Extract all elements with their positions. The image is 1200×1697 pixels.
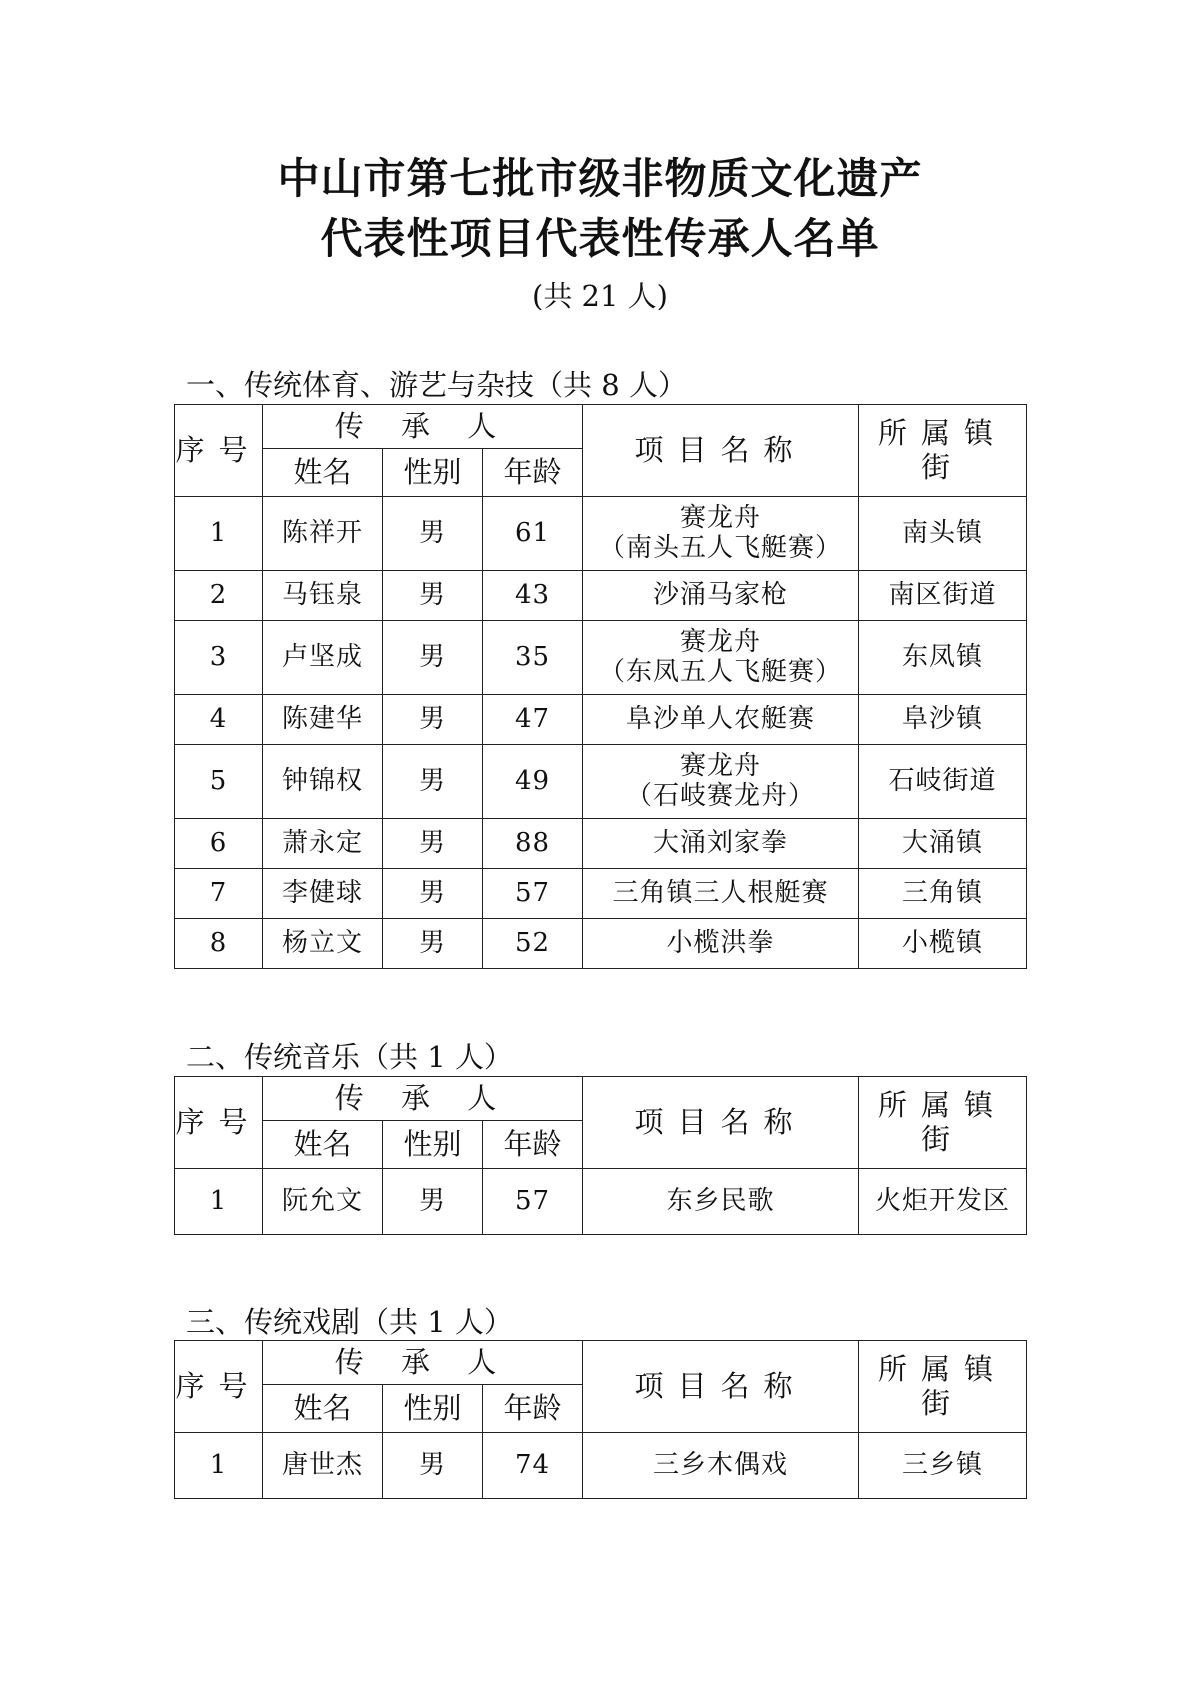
header-gender: 性别 bbox=[383, 449, 483, 497]
project-name: 赛龙舟 bbox=[679, 750, 761, 781]
age-cell: 61 bbox=[483, 497, 583, 571]
section-title-sports: 一、传统体育、游艺与杂技（共 8 人） bbox=[186, 368, 687, 402]
age-cell: 57 bbox=[483, 1169, 583, 1235]
town-cell: 南头镇 bbox=[859, 497, 1027, 571]
name-cell: 杨立文 bbox=[263, 919, 383, 969]
header-town: 所属镇街 bbox=[859, 1341, 1027, 1433]
town-cell: 东凤镇 bbox=[859, 621, 1027, 695]
age-cell: 43 bbox=[483, 571, 583, 621]
seq-cell: 1 bbox=[175, 1169, 263, 1235]
name-cell: 钟锦权 bbox=[263, 745, 383, 819]
project-name: 赛龙舟 bbox=[679, 626, 761, 657]
gender-cell: 男 bbox=[383, 621, 483, 695]
seq-cell: 8 bbox=[175, 919, 263, 969]
seq-cell: 1 bbox=[175, 1433, 263, 1499]
gender-cell: 男 bbox=[383, 1433, 483, 1499]
header-name: 姓名 bbox=[263, 1385, 383, 1433]
header-seq: 序号 bbox=[175, 1341, 263, 1433]
header-gender: 性别 bbox=[383, 1121, 483, 1169]
age-cell: 35 bbox=[483, 621, 583, 695]
gender-cell: 男 bbox=[383, 869, 483, 919]
header-gender: 性别 bbox=[383, 1385, 483, 1433]
header-inheritor: 传 承 人 bbox=[263, 1341, 583, 1385]
project-cell bbox=[583, 571, 859, 621]
name-cell: 陈祥开 bbox=[263, 497, 383, 571]
table-row bbox=[175, 571, 1027, 621]
name-cell: 李健球 bbox=[263, 869, 383, 919]
header-town: 所属镇街 bbox=[859, 405, 1027, 497]
town-cell: 三角镇 bbox=[859, 869, 1027, 919]
table-row bbox=[175, 1433, 1027, 1499]
total-count: (共 21 人) bbox=[532, 279, 668, 313]
table-row bbox=[175, 621, 1027, 695]
project-name: 三乡木偶戏 bbox=[652, 1449, 788, 1480]
project-name: 小榄洪拳 bbox=[666, 927, 775, 958]
document-title-line2: 代表性项目代表性传承人名单 bbox=[320, 214, 880, 263]
seq-cell: 4 bbox=[175, 695, 263, 745]
header-age: 年龄 bbox=[483, 1121, 583, 1169]
header-inheritor: 传 承 人 bbox=[263, 1077, 583, 1121]
project-subtitle: （东凤五人飞艇赛） bbox=[598, 656, 842, 687]
header-age: 年龄 bbox=[483, 449, 583, 497]
table-row bbox=[175, 497, 1027, 571]
seq-cell: 6 bbox=[175, 819, 263, 869]
table-row bbox=[175, 745, 1027, 819]
name-cell: 陈建华 bbox=[263, 695, 383, 745]
table-music bbox=[174, 1076, 1027, 1235]
project-subtitle: （石岐赛龙舟） bbox=[625, 780, 815, 811]
project-cell bbox=[583, 819, 859, 869]
table-row bbox=[175, 869, 1027, 919]
project-cell bbox=[583, 745, 859, 819]
gender-cell: 男 bbox=[383, 571, 483, 621]
age-cell: 74 bbox=[483, 1433, 583, 1499]
table-row bbox=[175, 819, 1027, 869]
project-name: 大涌刘家拳 bbox=[652, 827, 788, 858]
seq-cell: 7 bbox=[175, 869, 263, 919]
project-name: 赛龙舟 bbox=[679, 502, 761, 533]
gender-cell: 男 bbox=[383, 1169, 483, 1235]
project-name: 阜沙单人农艇赛 bbox=[625, 703, 815, 734]
header-name: 姓名 bbox=[263, 449, 383, 497]
age-cell: 49 bbox=[483, 745, 583, 819]
table-row bbox=[175, 1169, 1027, 1235]
seq-cell: 3 bbox=[175, 621, 263, 695]
name-cell: 唐世杰 bbox=[263, 1433, 383, 1499]
gender-cell: 男 bbox=[383, 695, 483, 745]
header-project: 项目名称 bbox=[583, 1341, 859, 1433]
header-seq: 序号 bbox=[175, 1077, 263, 1169]
table-row bbox=[175, 695, 1027, 745]
town-cell: 阜沙镇 bbox=[859, 695, 1027, 745]
name-cell: 萧永定 bbox=[263, 819, 383, 869]
header-seq: 序号 bbox=[175, 405, 263, 497]
header-inheritor: 传 承 人 bbox=[263, 405, 583, 449]
header-project: 项目名称 bbox=[583, 405, 859, 497]
project-name: 东乡民歌 bbox=[666, 1185, 775, 1216]
age-cell: 52 bbox=[483, 919, 583, 969]
project-name: 沙涌马家枪 bbox=[652, 579, 788, 610]
project-name: 三角镇三人根艇赛 bbox=[612, 877, 829, 908]
name-cell: 卢坚成 bbox=[263, 621, 383, 695]
town-cell: 南区街道 bbox=[859, 571, 1027, 621]
name-cell: 马钰泉 bbox=[263, 571, 383, 621]
project-cell bbox=[583, 1433, 859, 1499]
project-subtitle: （南头五人飞艇赛） bbox=[598, 532, 842, 563]
section-title-drama: 三、传统戏剧（共 1 人） bbox=[186, 1305, 513, 1339]
header-town: 所属镇街 bbox=[859, 1077, 1027, 1169]
seq-cell: 2 bbox=[175, 571, 263, 621]
document-title-line1: 中山市第七批市级非物质文化遗产 bbox=[277, 154, 923, 203]
name-cell: 阮允文 bbox=[263, 1169, 383, 1235]
project-cell bbox=[583, 621, 859, 695]
town-cell: 三乡镇 bbox=[859, 1433, 1027, 1499]
age-cell: 88 bbox=[483, 819, 583, 869]
gender-cell: 男 bbox=[383, 745, 483, 819]
section-title-music: 二、传统音乐（共 1 人） bbox=[186, 1040, 513, 1074]
project-cell bbox=[583, 497, 859, 571]
header-project: 项目名称 bbox=[583, 1077, 859, 1169]
project-cell bbox=[583, 919, 859, 969]
project-cell bbox=[583, 869, 859, 919]
header-name: 姓名 bbox=[263, 1121, 383, 1169]
gender-cell: 男 bbox=[383, 497, 483, 571]
project-cell bbox=[583, 695, 859, 745]
town-cell: 火炬开发区 bbox=[859, 1169, 1027, 1235]
project-cell bbox=[583, 1169, 859, 1235]
town-cell: 大涌镇 bbox=[859, 819, 1027, 869]
header-age: 年龄 bbox=[483, 1385, 583, 1433]
seq-cell: 5 bbox=[175, 745, 263, 819]
age-cell: 57 bbox=[483, 869, 583, 919]
gender-cell: 男 bbox=[383, 919, 483, 969]
table-sports bbox=[174, 404, 1027, 969]
town-cell: 小榄镇 bbox=[859, 919, 1027, 969]
seq-cell: 1 bbox=[175, 497, 263, 571]
table-drama bbox=[174, 1340, 1027, 1499]
gender-cell: 男 bbox=[383, 819, 483, 869]
age-cell: 47 bbox=[483, 695, 583, 745]
town-cell: 石岐街道 bbox=[859, 745, 1027, 819]
table-row bbox=[175, 919, 1027, 969]
